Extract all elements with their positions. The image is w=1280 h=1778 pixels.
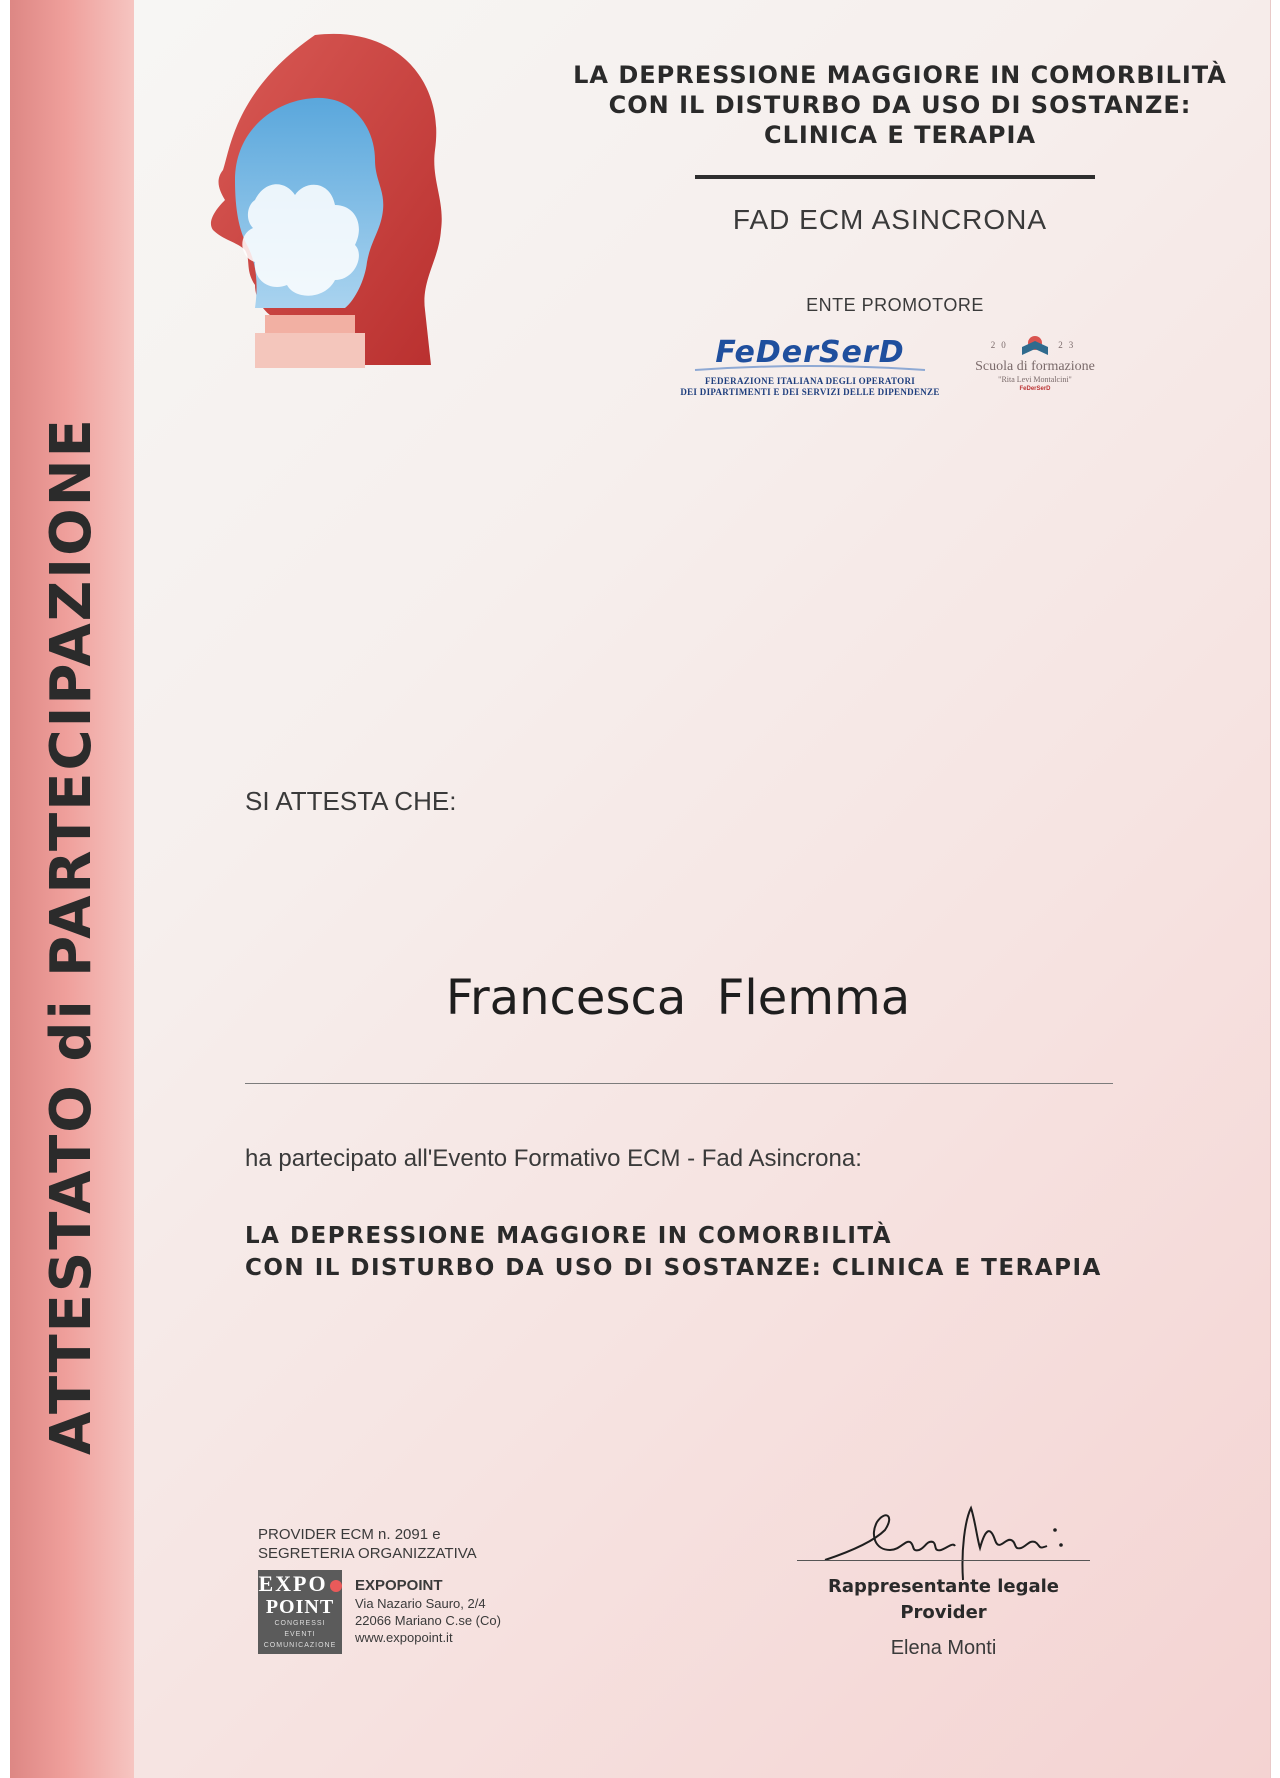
provider-address-line1: Via Nazario Sauro, 2/4 [355,1596,486,1611]
federserd-description [675,376,945,398]
participant-name: Francesca Flemma [445,970,911,1026]
provider-website: www.expopoint.it [355,1630,453,1645]
book-icon [1020,335,1050,357]
handwritten-signature [815,1490,1075,1585]
federserd-logo-text: FeDerSerD [715,335,905,370]
federserd-logo [675,335,945,415]
signatory-role-line: Rappresentante legale [827,1576,1060,1597]
school-org: FeDerSerD [1019,386,1051,392]
expopoint-logo-point: POINT [265,1596,335,1618]
federserd-description-line: DEI DIPARTIMENTI E DEI SERVIZI DELLE DIPENDENZE [680,387,940,397]
side-band [10,0,134,1778]
event-title-line: CON IL DISTURBO DA USO DI SOSTANZE: CLINICA E TERAPIA [245,1255,1102,1281]
attestation-intro: SI ATTESTA CHE: [245,786,457,816]
signature-line [797,1560,1090,1561]
expopoint-logo-line: CONGRESSI [274,1620,326,1627]
logo-dot-icon [330,1580,342,1592]
provider-company: EXPOPOINT [355,1577,443,1594]
federserd-description-line: FEDERAZIONE ITALIANA DEGLI OPERATORI [704,376,916,386]
expopoint-logo-line: COMUNICAZIONE [263,1642,337,1649]
head-silhouette-illustration [195,30,495,430]
signatory-role [797,1574,1090,1626]
provider-caption-line: SEGRETERIA ORGANIZZATIVA [258,1545,477,1562]
name-underline [245,1083,1113,1084]
event-title-line: LA DEPRESSIONE MAGGIORE IN COMORBILITÀ [245,1223,893,1249]
course-title-line: CLINICA E TERAPIA [763,121,1037,149]
provider-caption [258,1525,477,1563]
school-year-right: 23 [1058,340,1080,351]
signatory-role-line: Provider [900,1602,987,1623]
course-title [550,60,1250,150]
provider-info [355,1576,501,1646]
course-title-line: LA DEPRESSIONE MAGGIORE IN COMORBILITÀ [573,61,1227,89]
course-title-line: CON IL DISTURBO DA USO DI SOSTANZE: [608,91,1192,119]
promoter-label: ENTE PROMOTORE [806,295,984,315]
school-logo [965,335,1105,392]
side-title: ATTESTATO di PARTECIPAZIONE [39,417,104,1455]
school-name: Scuola di formazione [975,359,1095,374]
title-divider [695,175,1095,179]
event-intro: ha partecipato all'Evento Formativo ECM - Fad Asincrona: [245,1145,862,1172]
expopoint-logo-expo: EXPO [258,1571,328,1596]
course-format: FAD ECM ASINCRONA [732,204,1048,235]
event-title [245,1220,1102,1284]
certificate-page [10,0,1270,1778]
provider-address-line2: 22066 Mariano C.se (Co) [355,1613,501,1628]
expopoint-logo-line: EVENTI [284,1631,316,1638]
provider-caption-line: PROVIDER ECM n. 2091 e [258,1526,441,1543]
school-subtitle: "Rita Levi Montalcini" [998,375,1072,384]
school-year [965,335,1105,357]
school-year-left: 20 [990,340,1012,351]
expopoint-logo [258,1570,342,1654]
signatory-name: Elena Monti [890,1637,997,1659]
